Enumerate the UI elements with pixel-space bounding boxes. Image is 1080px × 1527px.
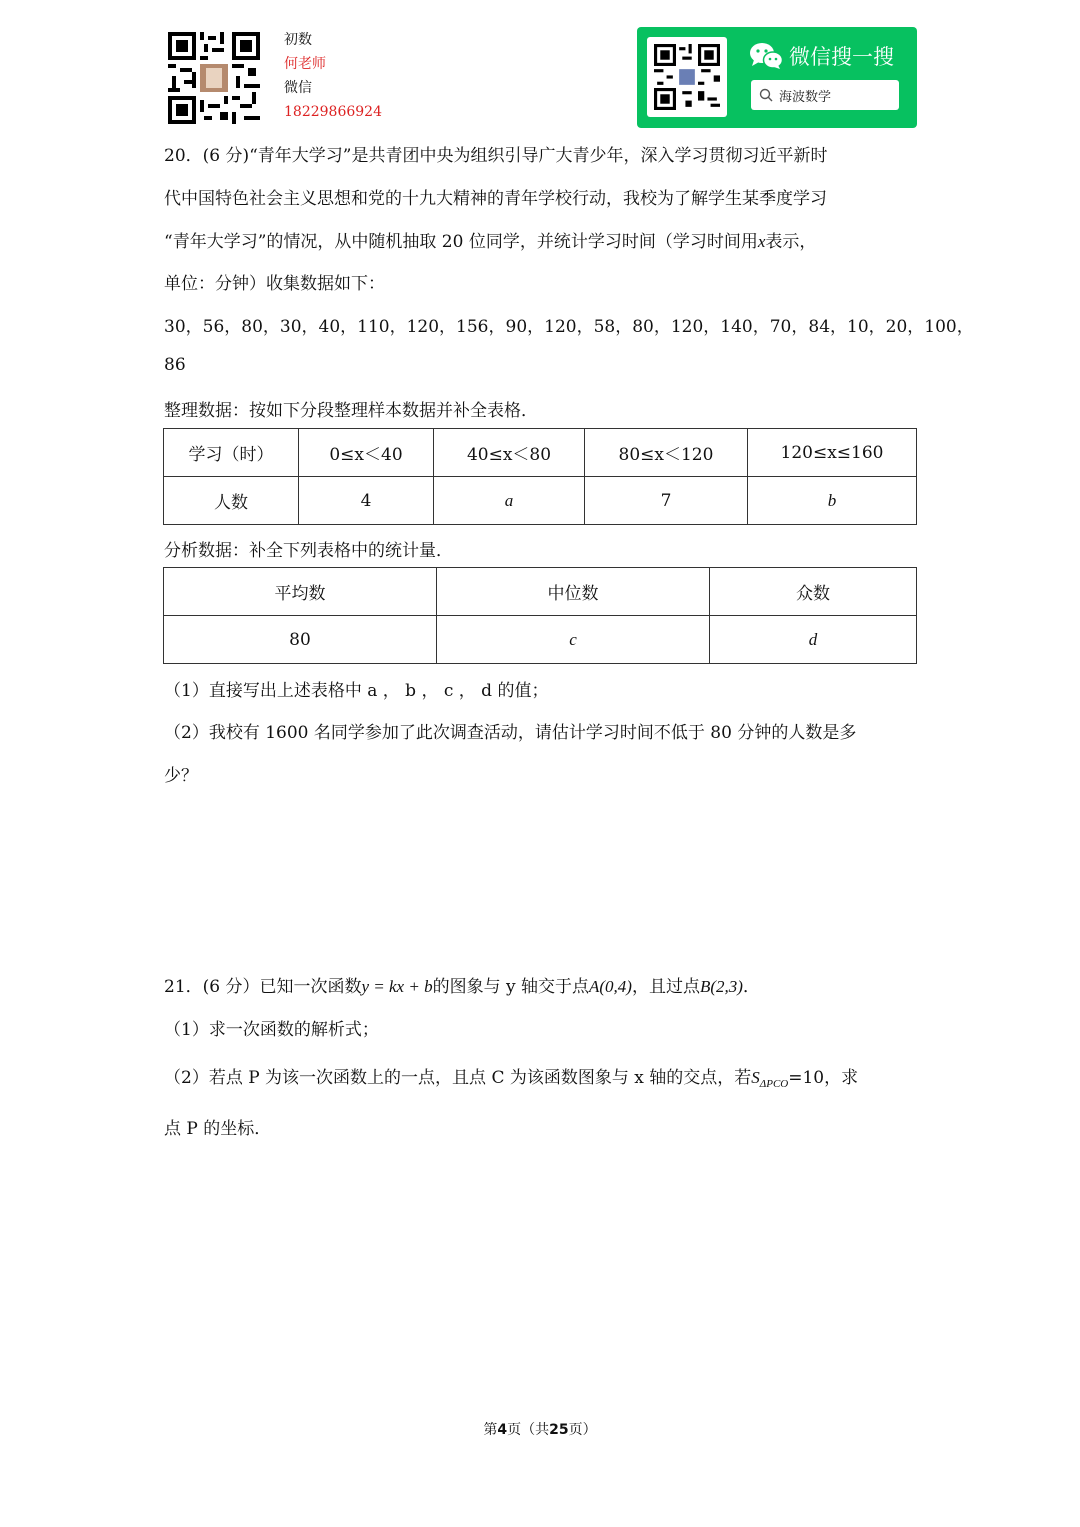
q21-line-1-mid2: ，且过点 bbox=[631, 977, 700, 997]
q21-line-1-pre: 21．(6 分）已知一次函数 bbox=[164, 977, 362, 997]
wechat-search-title bbox=[749, 41, 894, 71]
variable-x: x bbox=[757, 232, 766, 251]
q20-data-line: 30，56，80，30，40，110，120，156，90，120，58，80，120，140，70，84，10，20，100， bbox=[164, 317, 974, 337]
table-cell bbox=[434, 477, 585, 525]
area-value: =10 bbox=[788, 1068, 825, 1088]
q21-sub2-post: ，求 bbox=[824, 1068, 859, 1088]
table-row-label: 人数 bbox=[164, 477, 299, 525]
q20-line-3-pre: “青年大学习”的情况，从中随机抽取 20 位同学，并统计学习时间（学习时间用 bbox=[164, 232, 758, 252]
table-cell: 7 bbox=[585, 477, 748, 525]
table-cell: 4 bbox=[299, 477, 434, 525]
q20-sub-question-2-line-2: 少？ bbox=[164, 766, 198, 786]
q21-line-1 bbox=[164, 972, 760, 997]
table-header-cell: 0≤x＜40 bbox=[299, 429, 434, 477]
q20-line-3 bbox=[164, 227, 816, 252]
table-cell bbox=[437, 616, 710, 664]
table-row bbox=[164, 568, 917, 616]
footer-pre: 第 bbox=[483, 1422, 498, 1438]
wechat-qr-code-image bbox=[647, 37, 727, 117]
q20-line-2: 代中国特色社会主义思想和党的十九大精神的青年学校行动，我校为了解学生某季度学习 bbox=[164, 189, 827, 209]
footer-mid: 页（共 bbox=[507, 1422, 550, 1438]
table-header-cell: 中位数 bbox=[437, 568, 710, 616]
q20-analyze-label: 分析数据：补全下列表格中的统计量． bbox=[164, 541, 453, 561]
teacher-contact-block bbox=[284, 28, 382, 124]
q20-line-1: 20．(6 分)“青年大学习”是共青团中央为组织引导广大青少年，深入学习贯彻习近平新时 bbox=[164, 146, 828, 166]
wechat-search-field[interactable] bbox=[751, 80, 899, 110]
footer-end: 页） bbox=[568, 1422, 597, 1438]
area-symbol: S bbox=[751, 1068, 760, 1087]
q21-sub-question-1: （1）求一次函数的解析式； bbox=[164, 1020, 379, 1040]
variable-d: d bbox=[808, 629, 818, 649]
table-header-cell: 平均数 bbox=[164, 568, 437, 616]
footer-page-total: 25 bbox=[549, 1422, 569, 1438]
statistics-table bbox=[163, 567, 917, 664]
contact-wechat-label: 微信 bbox=[284, 80, 312, 96]
q21-sub2-pre: （2）若点 P 为该一次函数上的一点，且点 C 为该函数图象与 x 轴的交点，若 bbox=[164, 1068, 752, 1088]
q21-equation: y = kx + b bbox=[361, 977, 433, 996]
q20-line-3-post: 表示， bbox=[765, 232, 817, 252]
table-row bbox=[164, 429, 917, 477]
q21-line-1-mid: 的图象与 y 轴交于点 bbox=[432, 977, 589, 997]
table-header-cell: 120≤x≤160 bbox=[748, 429, 917, 477]
search-icon bbox=[759, 88, 773, 102]
table-row bbox=[164, 477, 917, 525]
point-a: A(0,4) bbox=[589, 977, 632, 996]
q20-sub-question-1: （1）直接写出上述表格中 a ， b ， c ， d 的值； bbox=[164, 681, 549, 701]
footer-page-number: 4 bbox=[497, 1422, 508, 1438]
table-cell bbox=[710, 616, 917, 664]
variable-a: a bbox=[504, 490, 514, 510]
table-row bbox=[164, 616, 917, 664]
table-header-cell: 80≤x＜120 bbox=[585, 429, 748, 477]
table-header-cell: 众数 bbox=[710, 568, 917, 616]
wechat-logo-icon bbox=[749, 42, 783, 70]
q21-sub-question-2-line-1 bbox=[164, 1063, 858, 1090]
point-b: B(2,3) bbox=[699, 977, 743, 996]
variable-b: b bbox=[827, 490, 837, 510]
q20-line-4: 单位：分钟）收集数据如下： bbox=[164, 274, 385, 294]
q20-data-line-2: 86 bbox=[164, 355, 186, 375]
q20-organize-label: 整理数据：按如下分段整理样本数据并补全表格． bbox=[164, 401, 538, 421]
table-cell: 80 bbox=[164, 616, 437, 664]
contact-subject: 初数 bbox=[284, 32, 312, 48]
contact-teacher-name: 何老师 bbox=[284, 56, 326, 72]
contact-phone: 18229866924 bbox=[284, 104, 382, 120]
wechat-search-banner[interactable] bbox=[637, 27, 917, 128]
page-number-footer bbox=[0, 1419, 1080, 1439]
frequency-table bbox=[163, 428, 917, 525]
table-header-cell: 40≤x＜80 bbox=[434, 429, 585, 477]
wechat-search-value: 海波数学 bbox=[779, 89, 832, 105]
table-cell bbox=[748, 477, 917, 525]
variable-c: c bbox=[569, 629, 577, 649]
q21-sub-question-2-line-2: 点 P 的坐标． bbox=[164, 1119, 272, 1139]
q20-sub-question-2-line-1: （2）我校有 1600 名同学参加了此次调查活动，请估计学习时间不低于 80 分钟的人数是多 bbox=[164, 723, 857, 743]
area-subscript: ΔPCO bbox=[759, 1078, 789, 1091]
q21-line-1-end: ． bbox=[742, 977, 760, 997]
wechat-search-title-text: 微信搜一搜 bbox=[789, 45, 894, 69]
teacher-qr-code-image bbox=[168, 32, 260, 124]
table-header-cell: 学习（时） bbox=[164, 429, 299, 477]
